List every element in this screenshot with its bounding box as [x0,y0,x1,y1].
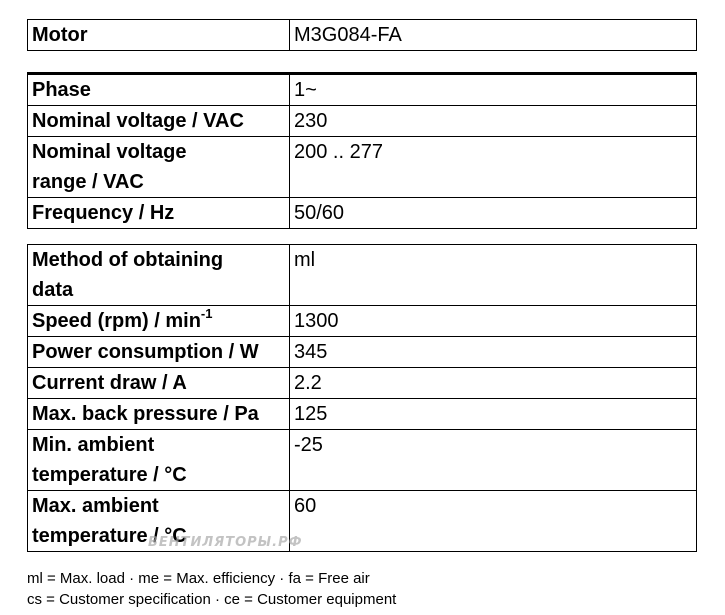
phase-value: 1~ [290,74,697,106]
nominal-voltage-range-label [28,137,290,198]
table-row [28,491,697,552]
max-ambient-temp-label [28,491,290,552]
max-ambient-temp-value: 60 [290,491,697,552]
label-line: range / VAC [32,171,144,193]
table-row [28,306,697,337]
motor-table [27,19,697,51]
speed-value: 1300 [290,306,697,337]
table-row [28,20,697,51]
table-row [28,198,697,229]
label-line: Nominal voltage [32,141,187,163]
nominal-voltage-label: Nominal voltage / VAC [28,106,290,137]
speed-label-superscript: -1 [200,306,213,322]
motor-label: Motor [28,20,290,51]
table-row [28,106,697,137]
current-draw-label: Current draw / A [28,368,290,399]
electrical-table [27,72,697,229]
table-row [28,245,697,306]
footer-legend [27,568,707,610]
phase-label: Phase [28,74,290,106]
back-pressure-value: 125 [290,399,697,430]
table-row [28,74,697,106]
table-row [28,137,697,198]
min-ambient-temp-value: -25 [290,430,697,491]
motor-value: M3G084-FA [290,20,697,51]
table-row [28,337,697,368]
power-consumption-value: 345 [290,337,697,368]
method-label [28,245,290,306]
label-line: Max. ambient [32,495,159,517]
footer-line: ml = Max. load · me = Max. efficiency · fa = Free air [27,570,370,587]
label-line: temperature / °C [32,525,187,547]
min-ambient-temp-label [28,430,290,491]
table-row [28,368,697,399]
method-value: ml [290,245,697,306]
label-line: temperature / °C [32,464,187,486]
performance-table [27,244,697,552]
nominal-voltage-value: 230 [290,106,697,137]
back-pressure-label: Max. back pressure / Pa [28,399,290,430]
table-row [28,399,697,430]
nominal-voltage-range-value: 200 .. 277 [290,137,697,198]
label-line: Min. ambient [32,434,155,456]
current-draw-value: 2.2 [290,368,697,399]
frequency-label: Frequency / Hz [28,198,290,229]
speed-label-text: Speed (rpm) / min [32,310,201,332]
label-line: Method of obtaining [32,249,224,271]
power-consumption-label: Power consumption / W [28,337,290,368]
speed-label [28,306,290,337]
label-line: data [32,279,74,301]
frequency-value: 50/60 [290,198,697,229]
footer-line: cs = Customer specification · ce = Customer equipment [27,591,397,608]
watermark: ВЕНТИЛЯТОРЫ.РФ [148,535,303,550]
table-row [28,430,697,491]
